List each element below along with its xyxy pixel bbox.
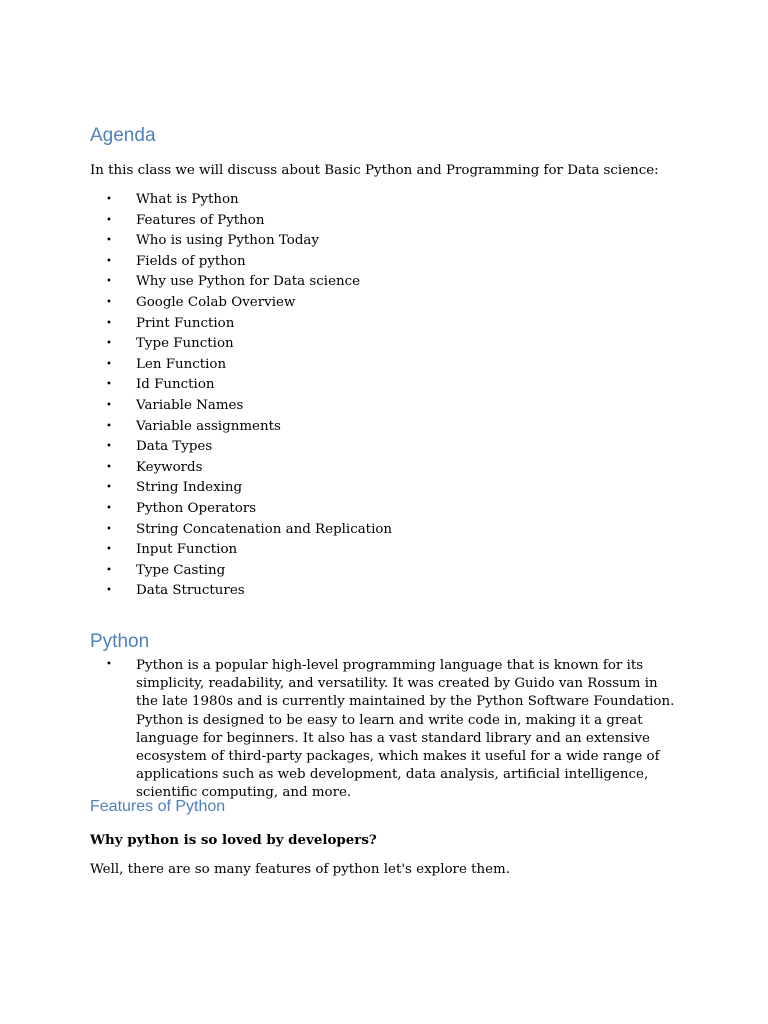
list-item	[90, 231, 392, 252]
list-item	[90, 540, 392, 561]
list-item-label: Data Types	[136, 439, 213, 455]
list-item	[90, 293, 392, 314]
python-description: Python is a popular high-level programming language that is known for its simplicity, readability, and versatility. It was created by Guido van Rossum in the late 1980s and is currently maintained by the Python Software Foundation. Python is designed to be easy to learn and write code in, making it a great language for beginners. It also has a vast standard library and an extensive ecosystem of third-party packages, which makes it useful for a wide range of applications such as web development, data analysis, artificial intelligence, scientific computing, and more.	[136, 658, 675, 801]
list-item-label: Input Function	[136, 542, 238, 558]
list-item-label: Keywords	[136, 459, 203, 475]
list-item-label: Who is using Python Today	[136, 233, 319, 249]
list-item-label: String Indexing	[136, 480, 243, 496]
bullet-icon: •	[106, 194, 112, 205]
list-item	[90, 437, 392, 458]
agenda-intro: In this class we will discuss about Basic Python and Programming for Data science:	[90, 163, 659, 178]
bullet-icon: •	[106, 235, 112, 247]
list-item-label: Len Function	[136, 356, 227, 372]
bullet-icon: •	[106, 255, 112, 267]
bullet-icon: •	[106, 659, 112, 670]
features-text: Well, there are so many features of python let's explore them.	[90, 862, 511, 877]
list-item-label: Data Structures	[136, 583, 245, 599]
bullet-icon: •	[106, 482, 112, 494]
list-item	[90, 499, 392, 520]
bullet-icon: •	[106, 317, 112, 329]
bullet-icon: •	[106, 544, 112, 556]
list-item-label: Type Function	[136, 336, 234, 352]
list-item	[90, 458, 392, 479]
list-item-label: Google Colab Overview	[136, 294, 296, 310]
list-item-label: Variable Names	[136, 397, 244, 413]
list-item-label: What is Python	[136, 192, 239, 207]
bullet-icon: •	[106, 338, 112, 350]
list-item	[90, 478, 392, 499]
bullet-icon: •	[106, 399, 112, 411]
bullet-icon: •	[106, 502, 112, 514]
list-item-label: Fields of python	[136, 253, 246, 269]
agenda-heading: Agenda	[90, 125, 156, 146]
list-item-label: Type Casting	[136, 562, 226, 578]
list-item	[90, 396, 392, 417]
list-item	[90, 417, 392, 438]
features-question: Why python is so loved by developers?	[90, 832, 377, 848]
bullet-icon: •	[106, 358, 112, 370]
list-item-label: Variable assignments	[136, 418, 281, 434]
list-item-label: Print Function	[136, 315, 235, 331]
list-item	[90, 355, 392, 376]
bullet-icon: •	[106, 461, 112, 473]
features-heading: Features of Python	[90, 798, 226, 815]
bullet-icon: •	[106, 564, 112, 576]
list-item	[90, 211, 392, 232]
bullet-icon: •	[106, 585, 112, 597]
list-item	[90, 272, 392, 293]
bullet-icon: •	[106, 276, 112, 288]
bullet-icon: •	[106, 441, 112, 453]
list-item-label: Why use Python for Data science	[136, 274, 361, 290]
list-item	[90, 190, 392, 211]
list-item	[90, 252, 392, 273]
python-heading: Python	[90, 631, 150, 652]
list-item	[90, 520, 392, 541]
list-item	[90, 334, 392, 355]
list-item	[90, 314, 392, 335]
list-item-label: Id Function	[136, 377, 215, 393]
bullet-icon: •	[106, 523, 112, 535]
list-item-label: String Concatenation and Replication	[136, 521, 393, 537]
agenda-list	[90, 190, 392, 602]
list-item	[90, 375, 392, 396]
bullet-icon: •	[106, 379, 112, 391]
list-item-label: Features of Python	[136, 212, 265, 228]
bullet-icon: •	[106, 214, 112, 226]
bullet-icon: •	[106, 420, 112, 432]
list-item	[90, 561, 392, 582]
list-item	[90, 581, 392, 602]
bullet-icon: •	[106, 296, 112, 308]
list-item-label: Python Operators	[136, 500, 257, 516]
